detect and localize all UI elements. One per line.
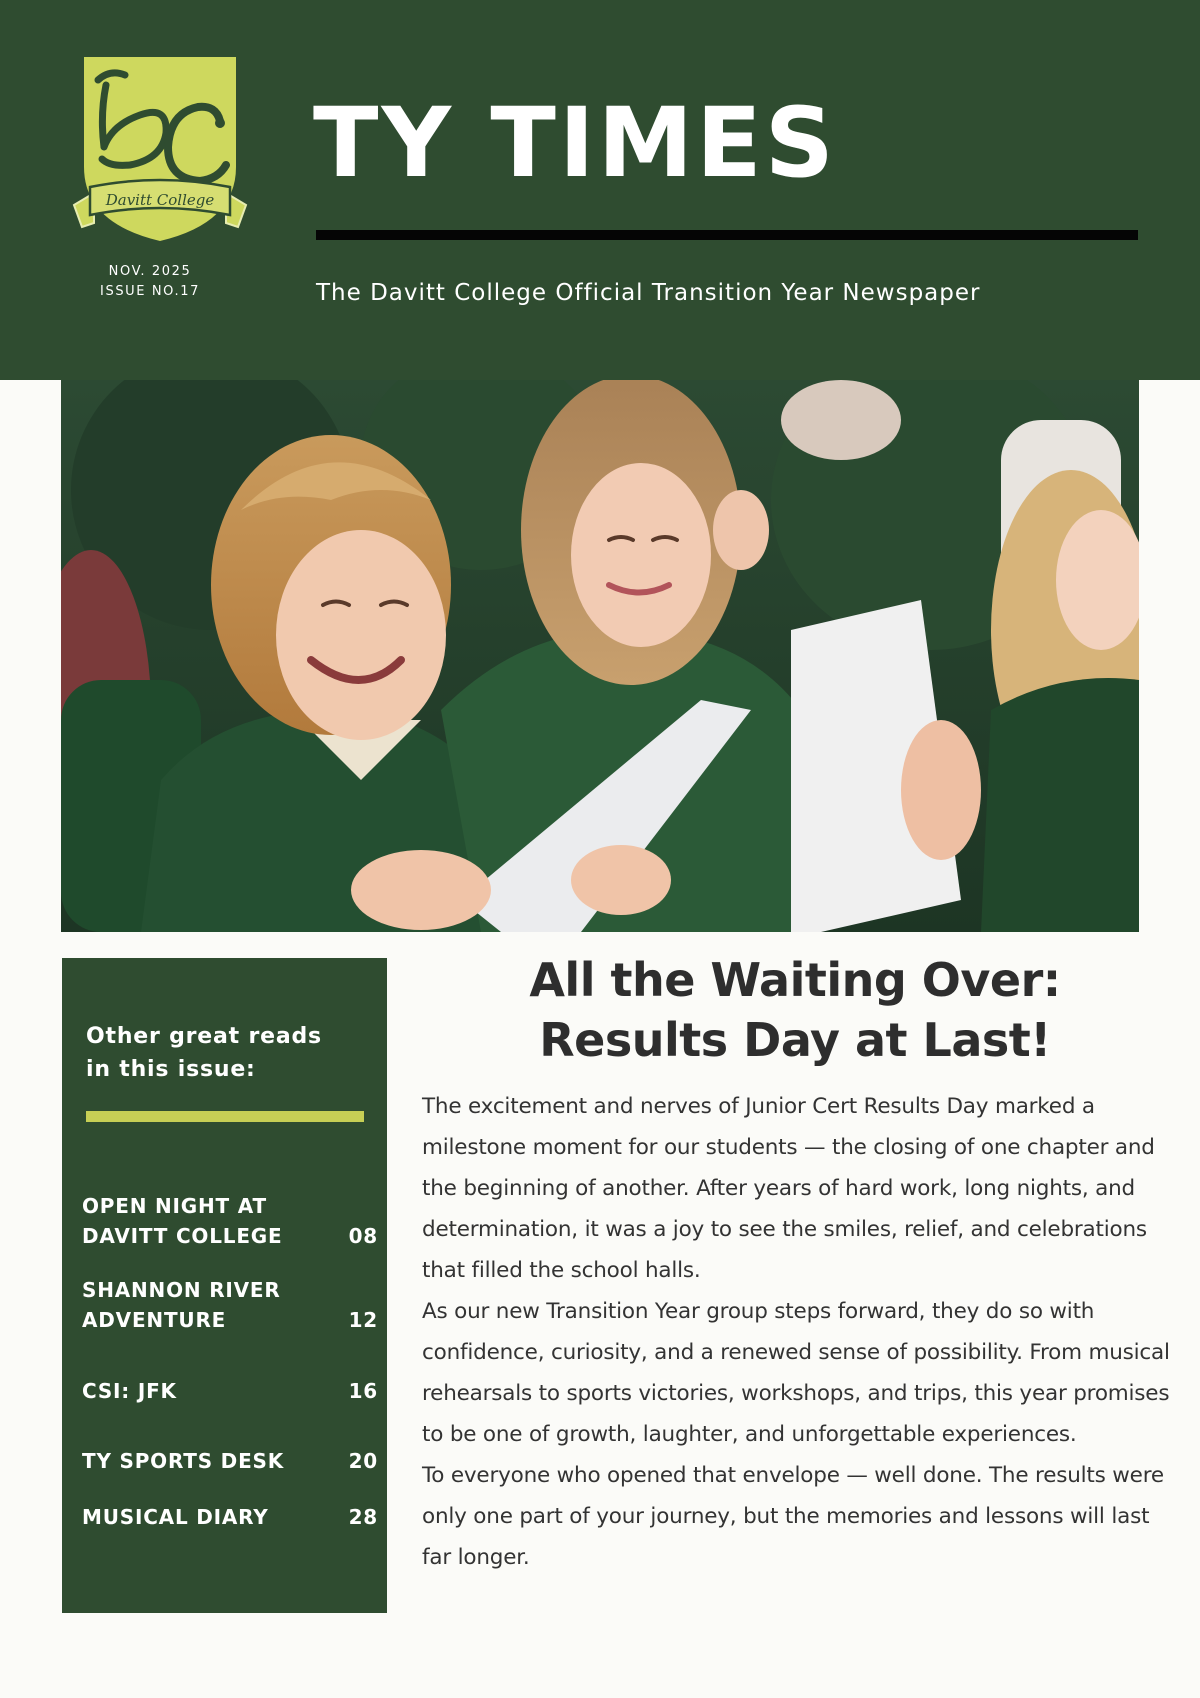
sidebar-divider xyxy=(86,1111,364,1122)
contents-item-page: 08 xyxy=(348,1224,378,1248)
contents-item-page: 20 xyxy=(348,1449,378,1473)
issue-number: ISSUE NO.17 xyxy=(100,284,200,299)
contents-item-label: SHANNON RIVER ADVENTURE xyxy=(82,1278,281,1332)
article-headline-line1: All the Waiting Over: xyxy=(529,953,1061,1007)
contents-item-label: MUSICAL DIARY xyxy=(82,1505,269,1529)
contents-item-label: OPEN NIGHT AT DAVITT COLLEGE xyxy=(82,1194,283,1248)
list-item[interactable] xyxy=(82,1446,382,1476)
sidebar-heading xyxy=(86,1020,376,1086)
article-body xyxy=(422,1086,1174,1578)
article-headline xyxy=(420,950,1170,1070)
list-item[interactable] xyxy=(82,1275,382,1335)
contents-item-page: 28 xyxy=(348,1505,378,1529)
table-of-contents-sidebar xyxy=(62,958,387,1613)
sidebar-heading-line1: Other great reads xyxy=(86,1024,322,1049)
issue-info xyxy=(80,262,220,302)
article-paragraph: The excitement and nerves of Junior Cert Results Day marked a milestone moment for our students — the closing of one chapter and the beginning of another. After years of hard work, long nights, and determination, it was a joy to see the smiles, relief, and celebrations that filled the school halls. xyxy=(422,1094,1155,1283)
title-divider xyxy=(316,230,1138,240)
newspaper-subtitle: The Davitt College Official Transition Year Newspaper xyxy=(316,280,981,306)
list-item[interactable] xyxy=(82,1376,382,1406)
contents-item-page: 16 xyxy=(348,1379,378,1403)
students-reading-results-photo xyxy=(61,380,1139,932)
crest-ribbon-text: Davitt College xyxy=(105,191,215,209)
masthead xyxy=(0,0,1200,380)
contents-item-label: TY SPORTS DESK xyxy=(82,1449,285,1473)
contents-item-page: 12 xyxy=(348,1308,378,1332)
newspaper-title: TY TIMES xyxy=(313,87,837,199)
article-paragraph: As our new Transition Year group steps forward, they do so with confidence, curiosity, and a renewed sense of possibility. From musical rehearsals to sports victories, workshops, and trips, this year promises to be one of growth, laughter, and unforgettable experiences. xyxy=(422,1299,1170,1447)
list-item[interactable] xyxy=(82,1191,382,1251)
list-item[interactable] xyxy=(82,1502,382,1532)
sidebar-heading-line2: in this issue: xyxy=(86,1057,256,1082)
college-crest-logo xyxy=(70,55,250,245)
contents-item-label: CSI: JFK xyxy=(82,1379,177,1403)
issue-date: NOV. 2025 xyxy=(108,264,192,279)
article-headline-line2: Results Day at Last! xyxy=(539,1013,1051,1067)
article-paragraph: To everyone who opened that envelope — well done. The results were only one part of your journey, but the memories and lessons will last far longer. xyxy=(422,1463,1164,1570)
